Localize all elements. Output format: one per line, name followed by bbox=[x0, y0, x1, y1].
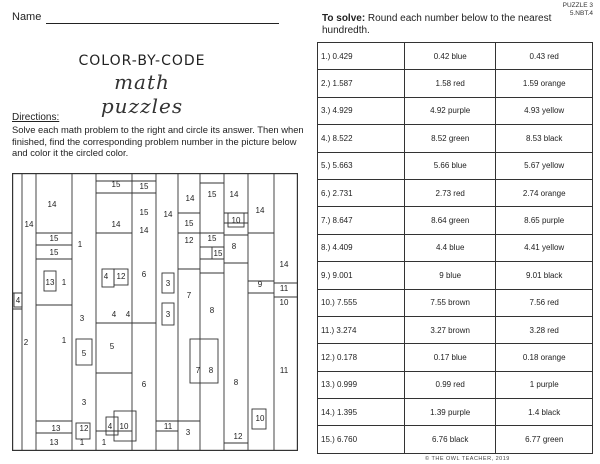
answer-choice-b[interactable]: 5.67 yellow bbox=[496, 152, 593, 179]
problem-row bbox=[318, 344, 593, 371]
puzzle-label: 12 bbox=[116, 272, 126, 281]
answer-choice-a[interactable]: 1.58 red bbox=[405, 70, 496, 97]
puzzle-label: 15 bbox=[49, 234, 59, 243]
problem-row bbox=[318, 371, 593, 398]
problem-row bbox=[318, 70, 593, 97]
puzzle-label: 3 bbox=[81, 398, 87, 407]
puzzle-number bbox=[563, 2, 593, 18]
problem-question: 3.) 4.929 bbox=[318, 97, 405, 124]
answer-choice-a[interactable]: 5.66 blue bbox=[405, 152, 496, 179]
answer-choice-b[interactable]: 2.74 orange bbox=[496, 179, 593, 206]
answer-choice-b[interactable]: 4.93 yellow bbox=[496, 97, 593, 124]
puzzle-label: 14 bbox=[163, 210, 173, 219]
answer-choice-a[interactable]: 3.27 brown bbox=[405, 316, 496, 343]
problem-row bbox=[318, 179, 593, 206]
answer-choice-b[interactable]: 1.4 black bbox=[496, 399, 593, 426]
puzzle-label: 4 bbox=[103, 272, 109, 281]
problem-question: 9.) 9.001 bbox=[318, 262, 405, 289]
puzzle-label: 1 bbox=[101, 438, 107, 447]
problem-row bbox=[318, 97, 593, 124]
puzzle-label: 4 bbox=[125, 310, 131, 319]
problem-question: 2.) 1.587 bbox=[318, 70, 405, 97]
puzzle-label: 10 bbox=[255, 414, 265, 423]
puzzle-standard: 5.NBT.4 bbox=[569, 10, 593, 17]
answer-choice-a[interactable]: 0.42 blue bbox=[405, 43, 496, 70]
puzzle-label: 15 bbox=[207, 190, 217, 199]
color-by-code-picture bbox=[12, 173, 298, 451]
problem-question: 15.) 6.760 bbox=[318, 426, 405, 454]
directions-heading: Directions: bbox=[12, 112, 60, 123]
answer-choice-a[interactable]: 9 blue bbox=[405, 262, 496, 289]
answer-choice-b[interactable]: 8.53 black bbox=[496, 125, 593, 152]
problem-question: 8.) 4.409 bbox=[318, 234, 405, 261]
puzzle-label: 8 bbox=[209, 306, 215, 315]
answer-choice-b[interactable]: 7.56 red bbox=[496, 289, 593, 316]
problem-row bbox=[318, 207, 593, 234]
problem-question: 14.) 1.395 bbox=[318, 399, 405, 426]
problem-row bbox=[318, 43, 593, 70]
puzzle-label: 7 bbox=[186, 291, 192, 300]
answer-choice-a[interactable]: 1.39 purple bbox=[405, 399, 496, 426]
puzzle-label: 14 bbox=[185, 194, 195, 203]
problem-row bbox=[318, 125, 593, 152]
answer-choice-b[interactable]: 1.59 orange bbox=[496, 70, 593, 97]
puzzle-label: 15 bbox=[49, 248, 59, 257]
puzzle-number-line1: PUZZLE 3 bbox=[562, 2, 593, 9]
puzzle-label: 1 bbox=[79, 438, 85, 447]
puzzle-label: 1 bbox=[77, 240, 83, 249]
problem-row bbox=[318, 289, 593, 316]
answer-choice-a[interactable]: 8.52 green bbox=[405, 125, 496, 152]
puzzle-label: 5 bbox=[109, 342, 115, 351]
answer-choice-a[interactable]: 6.76 black bbox=[405, 426, 496, 454]
puzzle-label: 4 bbox=[15, 296, 21, 305]
answer-choice-b[interactable]: 9.01 black bbox=[496, 262, 593, 289]
puzzle-label: 6 bbox=[141, 380, 147, 389]
answer-choice-b[interactable]: 8.65 purple bbox=[496, 207, 593, 234]
puzzle-label: 3 bbox=[79, 314, 85, 323]
puzzle-label: 14 bbox=[255, 206, 265, 215]
directions-text: Solve each math problem to the right and circle its answer. Then when finished, find the corresponding problem number in the picture below and color it the circled color. bbox=[12, 124, 304, 159]
puzzle-label: 13 bbox=[51, 424, 61, 433]
puzzle-label: 10 bbox=[231, 216, 241, 225]
name-label: Name bbox=[12, 11, 42, 23]
puzzle-label: 4 bbox=[107, 422, 113, 431]
puzzle-label: 13 bbox=[49, 438, 59, 447]
problem-row bbox=[318, 152, 593, 179]
answer-choice-a[interactable]: 8.64 green bbox=[405, 207, 496, 234]
puzzle-label: 4 bbox=[111, 310, 117, 319]
answer-choice-b[interactable]: 6.77 green bbox=[496, 426, 593, 454]
puzzle-label: 2 bbox=[23, 338, 29, 347]
puzzle-label: 15 bbox=[139, 182, 149, 191]
puzzle-label: 6 bbox=[141, 270, 147, 279]
problem-row bbox=[318, 399, 593, 426]
puzzle-label: 10 bbox=[119, 422, 129, 431]
answer-choice-b[interactable]: 0.43 red bbox=[496, 43, 593, 70]
puzzle-label: 15 bbox=[184, 219, 194, 228]
puzzle-label: 3 bbox=[185, 428, 191, 437]
answer-choice-b[interactable]: 0.18 orange bbox=[496, 344, 593, 371]
puzzle-label: 11 bbox=[279, 366, 289, 375]
puzzle-label: 3 bbox=[165, 310, 171, 319]
puzzle-label: 9 bbox=[257, 280, 263, 289]
puzzle-label: 12 bbox=[184, 236, 194, 245]
puzzle-label: 8 bbox=[231, 242, 237, 251]
puzzle-label: 8 bbox=[208, 366, 214, 375]
title-line1: COLOR-BY-CODE bbox=[78, 53, 206, 69]
puzzle-label: 14 bbox=[111, 220, 121, 229]
puzzle-label: 14 bbox=[139, 226, 149, 235]
puzzle-label: 1 bbox=[61, 336, 67, 345]
puzzle-label: 14 bbox=[24, 220, 34, 229]
puzzle-label: 10 bbox=[279, 298, 289, 307]
problem-row bbox=[318, 262, 593, 289]
puzzle-label: 11 bbox=[279, 284, 289, 293]
puzzle-label: 7 bbox=[195, 366, 201, 375]
name-field-line[interactable] bbox=[46, 23, 279, 24]
puzzle-label: 8 bbox=[233, 378, 239, 387]
puzzle-label: 14 bbox=[229, 190, 239, 199]
problem-question: 12.) 0.178 bbox=[318, 344, 405, 371]
problem-question: 1.) 0.429 bbox=[318, 43, 405, 70]
answer-choice-a[interactable]: 7.55 brown bbox=[405, 289, 496, 316]
problem-question: 5.) 5.663 bbox=[318, 152, 405, 179]
problem-question: 6.) 2.731 bbox=[318, 179, 405, 206]
puzzle-label: 12 bbox=[79, 424, 89, 433]
answer-choice-b[interactable]: 1 purple bbox=[496, 371, 593, 398]
problems-table bbox=[317, 42, 593, 454]
footer-copyright: © THE OWL TEACHER, 2019 bbox=[425, 456, 510, 462]
puzzle-label: 15 bbox=[111, 180, 121, 189]
puzzle-label: 14 bbox=[279, 260, 289, 269]
answer-choice-b[interactable]: 4.41 yellow bbox=[496, 234, 593, 261]
problem-row bbox=[318, 426, 593, 454]
puzzle-label: 5 bbox=[81, 349, 87, 358]
solve-text: Round each number below to the nearest hundredth. bbox=[322, 13, 552, 36]
puzzle-label: 1 bbox=[61, 278, 67, 287]
puzzle-label: 14 bbox=[47, 200, 57, 209]
puzzle-label: 15 bbox=[213, 249, 223, 258]
problem-question: 11.) 3.274 bbox=[318, 316, 405, 343]
title-line2: math puzzles bbox=[100, 70, 184, 118]
problem-row bbox=[318, 316, 593, 343]
puzzle-label: 15 bbox=[139, 208, 149, 217]
solve-instructions bbox=[322, 13, 552, 37]
problem-question: 7.) 8.647 bbox=[318, 207, 405, 234]
puzzle-label: 13 bbox=[45, 278, 55, 287]
problem-row bbox=[318, 234, 593, 261]
puzzle-label: 11 bbox=[163, 422, 173, 431]
answer-choice-a[interactable]: 4.92 purple bbox=[405, 97, 496, 124]
puzzle-label: 12 bbox=[233, 432, 243, 441]
answer-choice-b[interactable]: 3.28 red bbox=[496, 316, 593, 343]
answer-choice-a[interactable]: 2.73 red bbox=[405, 179, 496, 206]
problem-question: 4.) 8.522 bbox=[318, 125, 405, 152]
puzzle-label: 3 bbox=[165, 279, 171, 288]
answer-choice-a[interactable]: 0.99 red bbox=[405, 371, 496, 398]
puzzle-label: 15 bbox=[207, 234, 217, 243]
answer-choice-a[interactable]: 4.4 blue bbox=[405, 234, 496, 261]
solve-label: To solve: bbox=[322, 13, 366, 24]
problem-question: 10.) 7.555 bbox=[318, 289, 405, 316]
problem-question: 13.) 0.999 bbox=[318, 371, 405, 398]
answer-choice-a[interactable]: 0.17 blue bbox=[405, 344, 496, 371]
